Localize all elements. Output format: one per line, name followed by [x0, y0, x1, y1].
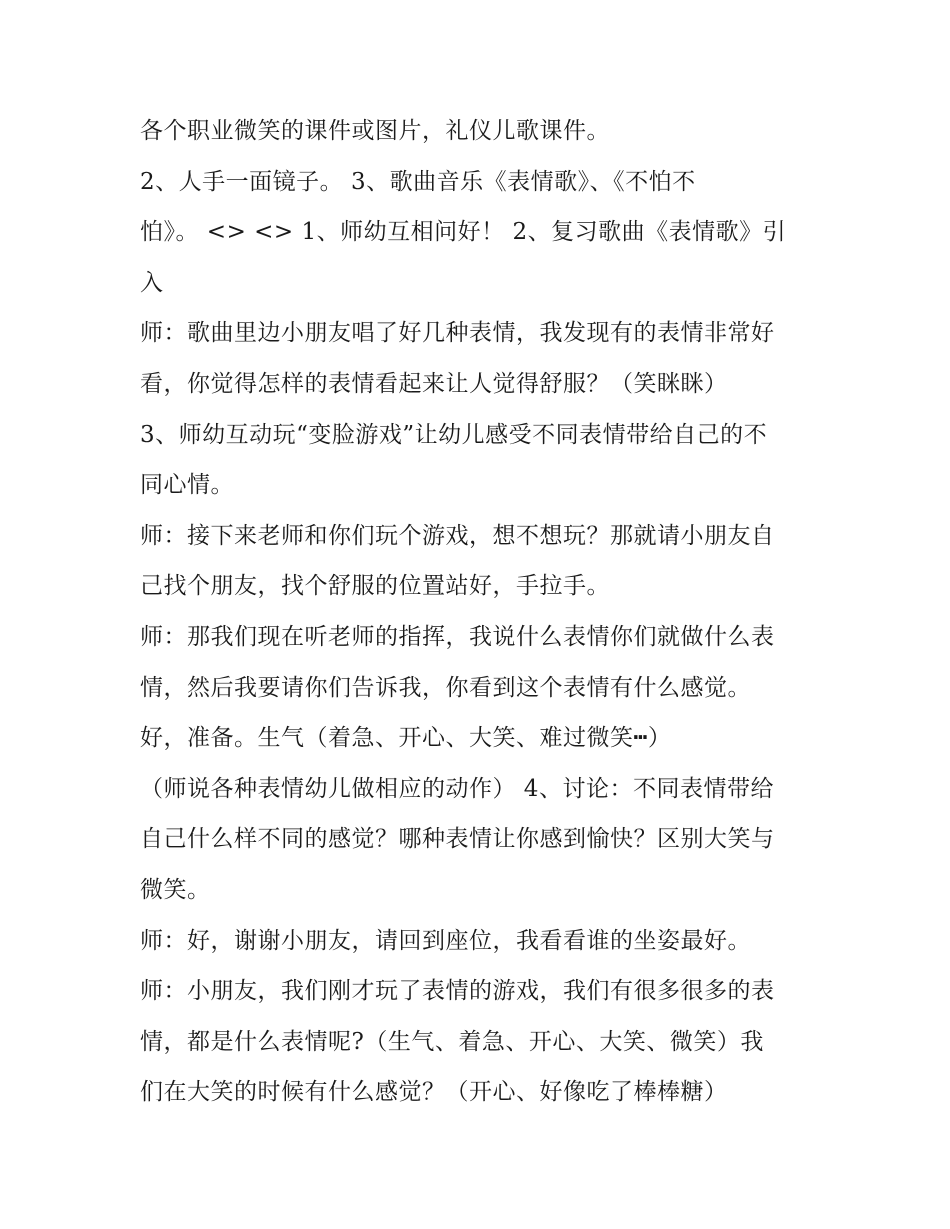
text-line: 情，都是什么表情呢?（生气、着急、开心、大笑、微笑）我 — [140, 1028, 764, 1055]
text-line: （师说各种表情幼儿做相应的动作） 4、讨论：不同表情带给 — [140, 775, 774, 802]
text-line: 怕》。 <> <> 1、师幼互相问好！ 2、复习歌曲《表情歌》引 — [140, 219, 787, 246]
text-line: 情，然后我要请你们告诉我，你看到这个表情有什么感觉。 — [140, 674, 751, 701]
text-line: 3、师幼互动玩“变脸游戏”让幼儿感受不同表情带给自己的不 — [140, 421, 768, 448]
text-line: 同心情。 — [140, 472, 234, 499]
text-line: 师：接下来老师和你们玩个游戏，想不想玩？那就请小朋友自 — [140, 522, 775, 549]
text-line: 们在大笑的时候有什么感觉？（开心、好像吃了棒棒糖） — [140, 1079, 728, 1106]
text-line: 好，准备。生气（着急、开心、大笑、难过微笑┅） — [140, 725, 672, 752]
text-line: 师：那我们现在听老师的指挥，我说什么表情你们就做什么表 — [140, 623, 775, 650]
text-line: 入 — [140, 269, 164, 296]
text-line: 师：好，谢谢小朋友，请回到座位，我看看谁的坐姿最好。 — [140, 927, 751, 954]
text-line: 己找个朋友，找个舒服的位置站好，手拉手。 — [140, 573, 610, 600]
text-line: 各个职业微笑的课件或图片，礼仪儿歌课件。 — [140, 118, 610, 144]
text-line: 师：小朋友，我们刚才玩了表情的游戏，我们有很多很多的表 — [140, 978, 775, 1005]
text-line: 微笑。 — [140, 876, 211, 903]
document-body — [140, 106, 830, 1118]
text-line: 看，你觉得怎样的表情看起来让人觉得舒服？（笑眯眯） — [140, 370, 728, 397]
text-line: 自己什么样不同的感觉？哪种表情让你感到愉快？区别大笑与 — [140, 826, 775, 853]
text-line: 2、人手一面镜子。 3、歌曲音乐《表情歌》、《不怕不 — [140, 168, 696, 195]
text-line: 师：歌曲里边小朋友唱了好几种表情，我发现有的表情非常好 — [140, 320, 775, 347]
